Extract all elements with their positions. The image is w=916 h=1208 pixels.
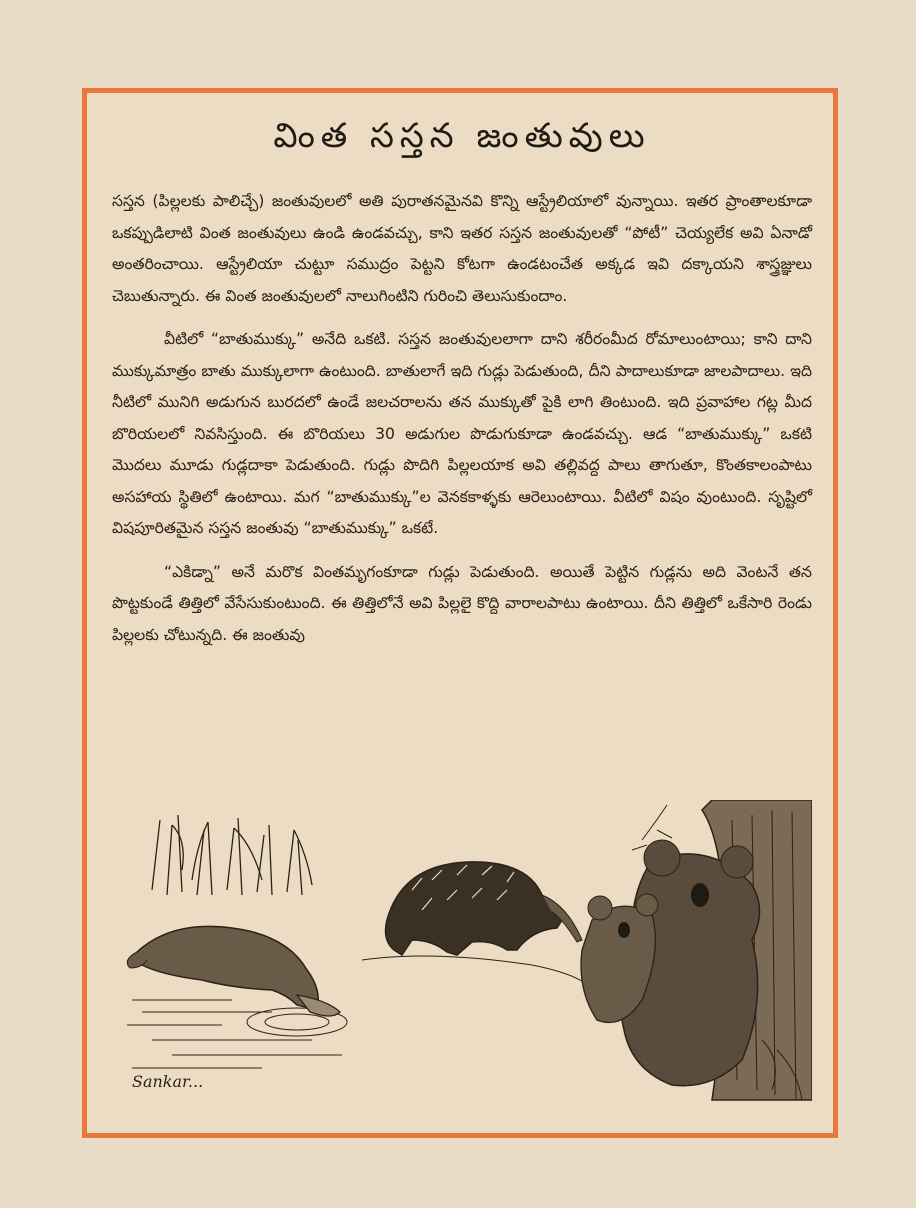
article bbox=[112, 110, 812, 663]
paragraph-intro: సస్తన (పిల్లలకు పాలిచ్చే) జంతువులలో అతి పురాతనమైనవి కొన్ని ఆస్ట్రేలియాలో వున్నాయి. ఇతర ప్రాంతాలకూడా ఒకప్పుడిలాటి వింత జంతువులు ఉండి ఉండవచ్చు, కాని ఇతర సస్తన జంతువులతో “పోటీ” చెయ్యలేక అవి ఏనాడో అంతరించాయి. ఆస్ట్రేలియా చుట్టూ సముద్రం పెట్టని కోటగా ఉండటంచేత అక్కడ ఇవి దక్కాయని శాస్త్రజ్ఞులు చెబుతున్నారు. ఈ వింత జంతువులలో నాలుగింటిని గురించి తెలుసుకుందాం. bbox=[112, 192, 812, 305]
platypus-drawing bbox=[127, 926, 340, 1016]
paragraph-echidna: “ఎకిడ్నా” అనే మరొక వింతమృగంకూడా గుడ్లు పెడుతుంది. అయితే పెట్టిన గుడ్లను అది వెంటనే తన పొట్టకుండే తిత్తిలో వేసేసుకుంటుంది. ఈ తిత్తిలోనే అవి పిల్లలై కొద్ది వారాలపాటు ఉంటాయి. దీని తిత్తిలో ఒకేసారి రెండు పిల్లలకు చోటున్నది. ఈ జంతువు bbox=[112, 562, 812, 644]
reeds-drawing bbox=[152, 815, 312, 895]
koala-drawing bbox=[581, 800, 812, 1100]
animal-illustration bbox=[112, 800, 812, 1110]
paragraph-platypus: వీటిలో “బాతుముక్కు” అనేది ఒకటి. సస్తన జంతువులలాగా దాని శరీరంమీద రోమాలుంటాయి; కాని దాని ముక్కుమాత్రం బాతు ముక్కులాగా ఉంటుంది. బాతులాగే ఇది గుడ్లు పెడుతుంది, దీని పాదాలుకూడా జాలపాదాలు. ఇది నీటిలో మునిగి అడుగున బురదలో ఉండే జలచరాలను తన ముక్కుతో పైకి లాగి తింటుంది. ఇది ప్రవాహాల గట్ల మీద బొరియలలో నివసిస్తుంది. ఈ బొరియలు 30 అడుగుల పొడుగుకూడా ఉండవచ్చు. ఆడ “బాతుముక్కు” ఒకటి మొదలు మూడు గుడ్లదాకా పెడుతుంది. గుడ్లు పొదిగి పిల్లలయాక అవి తల్లివద్ద పాలు తాగుతూ, కొంతకాలంపాటు అసహాయ స్థితిలో ఉంటాయి. మగ “బాతుముక్కు”ల వెనకకాళ్ళకు ఆరెలుంటాయి. వీటిలో విషం వుంటుంది. సృష్టిలో విషపూరితమైన సస్తన జంతువు “బాతుముక్కు” ఒకటే. bbox=[112, 330, 812, 537]
echidna-drawing bbox=[362, 862, 592, 990]
artist-signature: Sankar... bbox=[132, 1072, 204, 1091]
page-title: వింత సస్తన జంతువులు bbox=[273, 116, 651, 156]
